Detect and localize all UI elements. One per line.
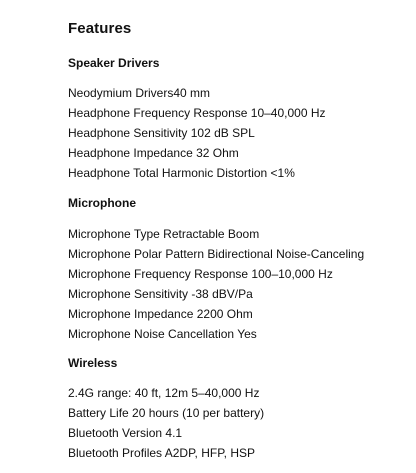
spec-line: Microphone Type Retractable Boom — [68, 227, 260, 241]
microphone-spec-list — [68, 224, 364, 344]
spec-line: Bluetooth Profiles A2DP, HFP, HSP — [68, 446, 255, 460]
spec-line: Headphone Total Harmonic Distortion <1% — [68, 166, 295, 180]
spec-line: 2.4G range: 40 ft, 12m 5–40,000 Hz — [68, 386, 260, 400]
section-heading-speaker-drivers: Speaker Drivers — [68, 56, 160, 70]
page-title: Features — [68, 20, 132, 37]
spec-line: Microphone Impedance 2200 Ohm — [68, 307, 253, 321]
spec-line: Headphone Frequency Response 10–40,000 Hz — [68, 106, 326, 120]
spec-line: Microphone Noise Cancellation Yes — [68, 327, 257, 341]
spec-line: Microphone Polar Pattern Bidirectional Noise-Canceling — [68, 247, 365, 261]
spec-line: Microphone Sensitivity -38 dBV/Pa — [68, 287, 253, 301]
speaker-drivers-spec-list — [68, 83, 326, 183]
section-heading-wireless: Wireless — [68, 356, 118, 370]
spec-line: Bluetooth Version 4.1 — [68, 426, 183, 440]
spec-line: Headphone Impedance 32 Ohm — [68, 146, 239, 160]
spec-line: Microphone Frequency Response 100–10,000 Hz — [68, 267, 333, 281]
spec-line: Battery Life 20 hours (10 per battery) — [68, 406, 265, 420]
section-heading-microphone: Microphone — [68, 196, 136, 210]
spec-line: Headphone Sensitivity 102 dB SPL — [68, 126, 255, 140]
spec-line: Neodymium Drivers40 mm — [68, 86, 211, 100]
wireless-spec-list — [68, 383, 264, 463]
